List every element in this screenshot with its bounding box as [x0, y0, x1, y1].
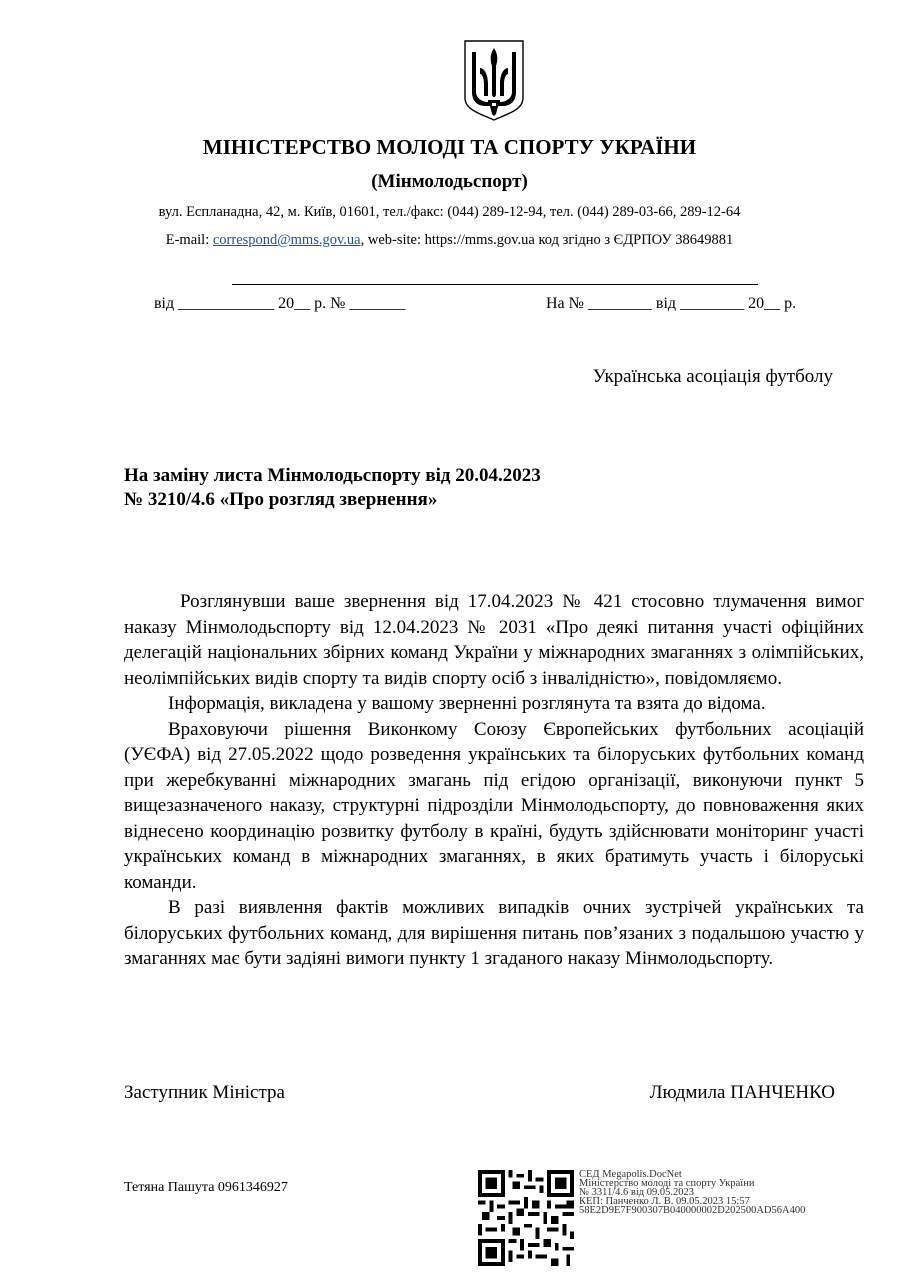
coat-of-arms-icon — [462, 38, 526, 122]
incoming-reference: На № ________ від ________ 20__ р. — [546, 295, 797, 312]
header-separator — [232, 284, 758, 285]
qr-code-icon — [478, 1170, 574, 1266]
website-text: , web-site: https://mms.gov.ua код згідно з ЄДРПОУ 38649881 — [360, 232, 734, 248]
stamp-certificate: 58E2D9E7F900307B040000002D202500AD56A400 — [579, 1205, 806, 1216]
body-paragraph: Враховуючи рішення Виконкому Союзу Європейських футбольних асоціацій (УЄФА) від 27.05.2022 щодо розведення українських та білоруських футбольних команд при жеребкуванні міжнародних змагань під егідою організації, виконуючи пункт 5 вищезазначеного наказу, структурні підрозділи Мінмолодьспорту, до повноваження яких віднесено координацію розвитку футболу в країні, будуть здійснювати моніторинг участі українських команд в міжнародних змаганнях, в яких братимуть участь і білоруські команди. — [124, 718, 864, 893]
stamp-organization: Міністерство молоді та спорту України — [579, 1178, 755, 1189]
contact-line — [0, 232, 899, 249]
stamp-registration: № 3311/4.6 від 09.05.2023 — [579, 1187, 695, 1198]
body-paragraph: В разі виявлення фактів можливих випадків очних зустрічей українських та білоруських футбольних команд, для вирішення питань пов’язаних з подальшою участю у змаганнях має бути задіяні вимоги пункту 1 згаданого наказу Мінмолодьспорту. — [124, 897, 864, 969]
body-paragraph: Інформація, викладена у вашому зверненні розглянута та взята до відома. — [168, 693, 766, 714]
body-paragraph: Розглянувши ваше звернення від 17.04.2023 № 421 стосовно тлумачення вимог наказу Мінмолодьспорту від 12.04.2023 № 2031 «Про деякі питання участі офіційних делегацій національних збірних команд України у міжнародних змаганнях з олімпійських, неолімпійських видів спорту та видів спорту осіб з інвалідністю», повідомляємо. — [124, 591, 864, 689]
stamp-system: СЕД Megapolis.DocNet — [579, 1169, 682, 1180]
ministry-title: МІНІСТЕРСТВО МОЛОДІ ТА СПОРТУ УКРАЇНИ — [202, 135, 697, 159]
letter-subject: На заміну листа Мінмолодьспорту від 20.04.2023 № 3210/4.6 «Про розгляд звернення» — [124, 465, 541, 510]
executor-contact: Тетяна Пашута 0961346927 — [124, 1180, 288, 1195]
email-label: E-mail: — [165, 232, 213, 248]
letter-body — [124, 589, 864, 972]
electronic-signature-stamp — [579, 1170, 879, 1242]
signatory-name: Людмила ПАНЧЕНКО — [649, 1082, 835, 1103]
email-link[interactable]: correspond@mms.gov.ua — [212, 232, 361, 248]
stamp-signer: КЕП: Панченко Л. В. 09.05.2023 15:57 — [579, 1196, 750, 1207]
signatory-position: Заступник Міністра — [124, 1082, 285, 1103]
outgoing-reference: від ____________ 20__ р. № _______ — [154, 295, 406, 312]
address-line: вул. Еспланадна, 42, м. Київ, 01601, тел./факс: (044) 289-12-94, тел. (044) 289-03-66, 289-12-64 — [158, 204, 741, 220]
addressee: Українська асоціація футболу — [592, 366, 833, 387]
ministry-short-name: (Мінмолодьспорт) — [371, 171, 528, 192]
